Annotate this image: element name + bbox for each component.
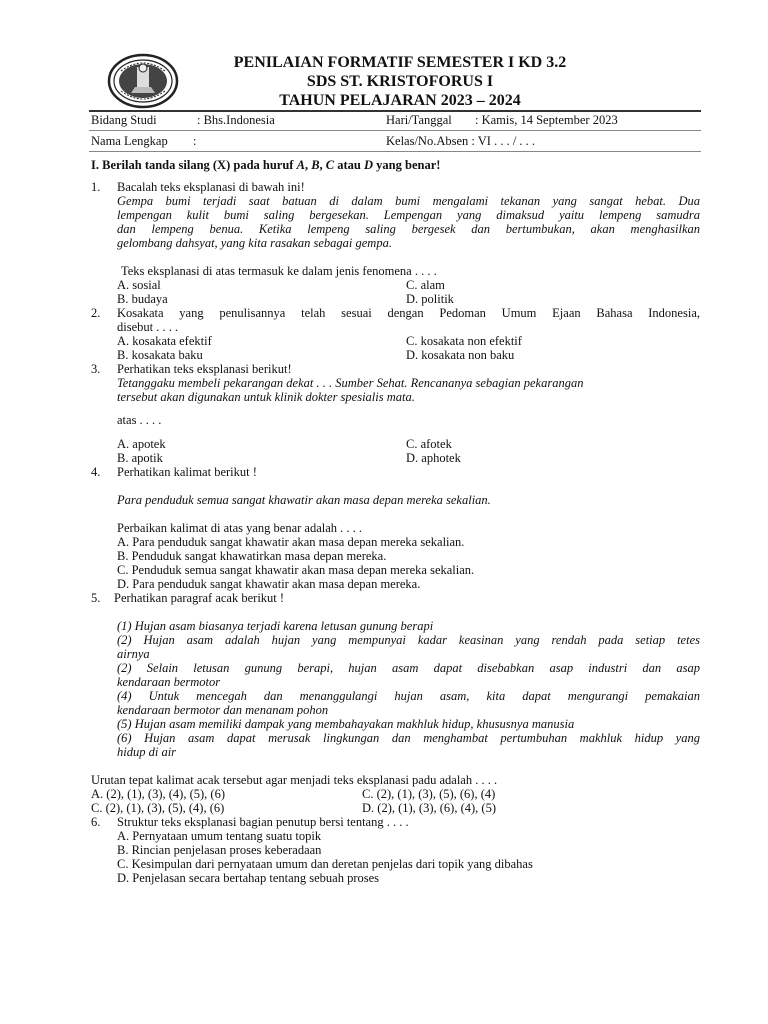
q1-passage-line: lempengan kulit bumi saling bergesekan. Lempengan yang dimaksud yaitu lempeng samudra — [117, 208, 700, 222]
q5-question: Urutan tepat kalimat acak tersebut agar menjadi teks eksplanasi padu adalah . . . . — [91, 773, 498, 787]
day-value: : Kamis, 14 September 2023 — [475, 113, 618, 127]
subject-value: : Bhs.Indonesia — [197, 113, 275, 127]
q3-option-b[interactable]: B. apotik — [117, 451, 163, 465]
q4-sentence: Para penduduk semua sangat khawatir akan masa depan mereka sekalian. — [117, 493, 491, 507]
q4-number: 4. — [91, 465, 101, 479]
q6-option-c[interactable]: C. Kesimpulan dari pernyataan umum dan deretan penjelas dari topik yang dibahas — [117, 857, 533, 871]
q3-passage-line: Tetanggaku membeli pekarangan dekat . . . Sumber Sehat. Rencananya sebagian pekarangan — [117, 376, 584, 390]
q6-option-a[interactable]: A. Pernyataan umum tentang suatu topik — [117, 829, 322, 843]
name-label: Nama Lengkap — [91, 134, 168, 148]
q5-prompt: Perhatikan paragraf acak berikut ! — [114, 591, 285, 605]
q5-option-a[interactable]: A. (2), (1), (3), (4), (5), (6) — [91, 787, 225, 801]
subject-label: Bidang Studi — [91, 113, 157, 127]
q4-option-a[interactable]: A. Para penduduk sangat khawatir akan masa depan mereka sekalian. — [117, 535, 465, 549]
q4-option-c[interactable]: C. Penduduk semua sangat khawatir akan masa depan mereka sekalian. — [117, 563, 475, 577]
q2-question-cont: disebut . . . . — [117, 320, 179, 334]
q2-option-b[interactable]: B. kosakata baku — [117, 348, 203, 362]
q1-option-a[interactable]: A. sosial — [117, 278, 161, 292]
section-heading: I. Berilah tanda silang (X) pada huruf A, B, C atau D yang benar! — [91, 158, 441, 172]
q5-sentence-cont: kendaraan bermotor dan menanam pohon — [117, 703, 329, 717]
q1-number: 1. — [91, 180, 101, 194]
q3-prompt: Perhatikan teks eksplanasi berikut! — [117, 362, 292, 376]
q3-passage-line: tersebut akan digunakan untuk klinik dokter spesialis mata. — [117, 390, 415, 404]
q5-number: 5. — [91, 591, 101, 605]
q1-option-d[interactable]: D. politik — [406, 292, 454, 306]
q5-option-c[interactable]: C. (2), (1), (3), (5), (6), (4) — [362, 787, 496, 801]
q1-passage-line: Gempa bumi terjadi saat batuan di dalam bumi mengalami tekanan yang sangat hebat. Dua — [117, 194, 700, 208]
q1-passage-line: gelombang dahsyat, yang kita rasakan sebagai gempa. — [117, 236, 392, 250]
q4-option-d[interactable]: D. Para penduduk sangat khawatir akan masa depan mereka. — [117, 577, 421, 591]
header-divider — [89, 110, 701, 112]
q4-prompt: Perhatikan kalimat berikut ! — [117, 465, 257, 479]
q2-question: Kosakata yang penulisannya telah sesuai dengan Pedoman Umum Ejaan Bahasa Indonesia, — [117, 306, 700, 320]
academic-year: TAHUN PELAJARAN 2023 – 2024 — [279, 92, 521, 109]
info-divider-bottom — [89, 151, 701, 152]
q2-option-c[interactable]: C. kosakata non efektif — [406, 334, 522, 348]
q3-number: 3. — [91, 362, 101, 376]
q3-question: atas . . . . — [117, 413, 162, 427]
q2-number: 2. — [91, 306, 101, 320]
q3-option-d[interactable]: D. aphotek — [406, 451, 461, 465]
q4-option-b[interactable]: B. Penduduk sangat khawatirkan masa depan mereka. — [117, 549, 387, 563]
q2-option-a[interactable]: A. kosakata efektif — [117, 334, 212, 348]
school-name: SDS ST. KRISTOFORUS I — [306, 73, 494, 90]
q1-option-b[interactable]: B. budaya — [117, 292, 168, 306]
q6-option-d[interactable]: D. Penjelasan secara bertahap tentang sebuah proses — [117, 871, 380, 885]
q5-sentence: (1) Hujan asam biasanya terjadi karena letusan gunung berapi — [117, 619, 434, 633]
q5-sentence: (4) Untuk mencegah dan menanggulangi hujan asam, kita dapat mengurangi pemakaian — [117, 689, 700, 703]
q6-option-b[interactable]: B. Rincian penjelasan proses keberadaan — [117, 843, 322, 857]
q5-sentence-cont: kendaraan bermotor — [117, 675, 221, 689]
q1-passage-line: dan lempeng benua. Ketika lempeng saling bergesek dan bertumbukan, akan menghasilkan — [117, 222, 700, 236]
q2-option-d[interactable]: D. kosakata non baku — [406, 348, 515, 362]
exam-title: PENILAIAN FORMATIF SEMESTER I KD 3.2 — [233, 54, 567, 71]
q5-sentence: (2) Hujan asam adalah hujan yang mempunyai kadar keasinan yang rendah pada setiap tetes — [117, 633, 700, 647]
q5-sentence: (6) Hujan asam dapat merusak lingkungan dan menghambat pertumbuhan makhluk hidup yang — [117, 731, 700, 745]
q6-question: Struktur teks eksplanasi bagian penutup bersi tentang . . . . — [117, 815, 409, 829]
q3-option-c[interactable]: C. afotek — [406, 437, 452, 451]
class-label: Kelas/No.Absen : VI . . . / . . . — [386, 134, 536, 148]
q1-prompt: Bacalah teks eksplanasi di bawah ini! — [117, 180, 305, 194]
q5-sentence: (2) Selain letusan gunung berapi, hujan asam dapat disebabkan asap industri dan asap — [117, 661, 700, 675]
q6-number: 6. — [91, 815, 101, 829]
q3-option-a[interactable]: A. apotek — [117, 437, 166, 451]
q1-question: Teks eksplanasi di atas termasuk ke dalam jenis fenomena . . . . — [121, 264, 437, 278]
name-value: : — [193, 134, 197, 148]
q5-sentence-cont: airnya — [117, 647, 150, 661]
q5-sentence-cont: hidup di air — [117, 745, 177, 759]
q5-sentence: (5) Hujan asam memiliki dampak yang membahayakan makhluk hidup, khususnya manusia — [117, 717, 575, 731]
q5-option-d[interactable]: D. (2), (1), (3), (6), (4), (5) — [362, 801, 496, 815]
q1-option-c[interactable]: C. alam — [406, 278, 445, 292]
q4-question: Perbaikan kalimat di atas yang benar adalah . . . . — [117, 521, 363, 535]
info-divider — [89, 130, 701, 131]
day-label: Hari/Tanggal — [386, 113, 452, 127]
q5-option-b[interactable]: C. (2), (1), (3), (5), (4), (6) — [91, 801, 225, 815]
